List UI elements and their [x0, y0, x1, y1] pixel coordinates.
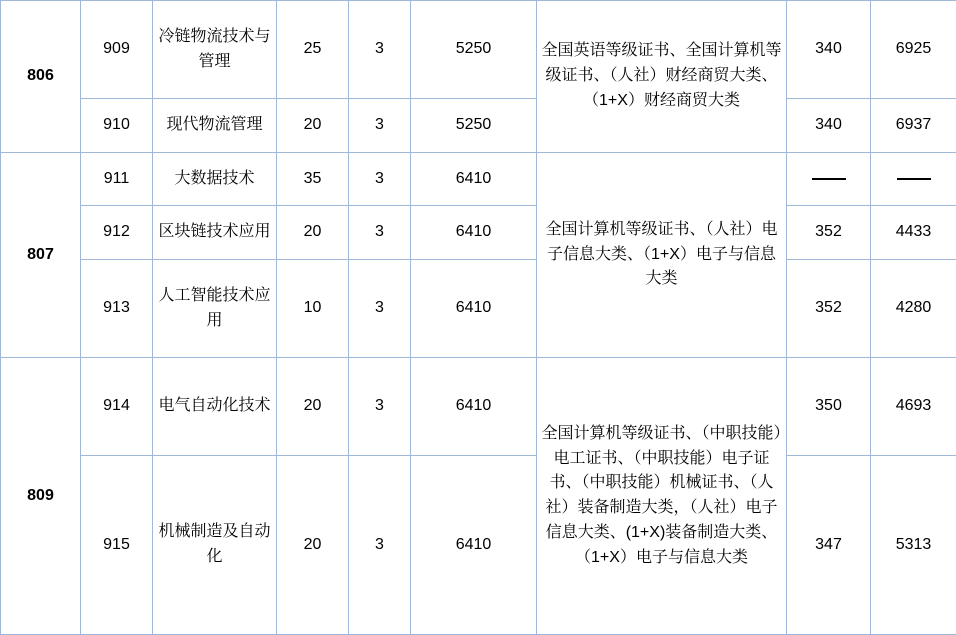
score-cell: 352 — [787, 260, 871, 358]
rank-cell: 6925 — [871, 1, 956, 99]
table-row — [1, 1, 956, 99]
table-row — [1, 206, 956, 260]
group-code-cell: 809 — [1, 358, 81, 635]
plan-count-cell: 20 — [277, 455, 349, 634]
tuition-fee-cell: 6410 — [411, 260, 537, 358]
major-name-cell: 机械制造及自动化 — [153, 455, 277, 634]
plan-count-cell: 20 — [277, 99, 349, 153]
major-code-cell: 915 — [81, 455, 153, 634]
table-row — [1, 358, 956, 456]
study-years-cell: 3 — [349, 1, 411, 99]
empty-dash-icon — [897, 178, 931, 180]
rank-cell: 4433 — [871, 206, 956, 260]
major-name-cell: 现代物流管理 — [153, 99, 277, 153]
rank-cell: 5313 — [871, 455, 956, 634]
plan-count-cell: 10 — [277, 260, 349, 358]
study-years-cell: 3 — [349, 455, 411, 634]
score-cell — [787, 152, 871, 206]
table-row — [1, 455, 956, 634]
empty-dash-icon — [812, 178, 846, 180]
study-years-cell: 3 — [349, 358, 411, 456]
major-code-cell: 914 — [81, 358, 153, 456]
score-cell: 350 — [787, 358, 871, 456]
major-code-cell: 909 — [81, 1, 153, 99]
major-code-cell: 910 — [81, 99, 153, 153]
major-name-cell: 冷链物流技术与管理 — [153, 1, 277, 99]
study-years-cell: 3 — [349, 99, 411, 153]
certificates-cell: 全国计算机等级证书、（中职技能）电工证书、（中职技能）电子证书、（中职技能）机械证书、（人社）装备制造大类，（人社）电子信息大类、(1+X)装备制造大类、（1+X）电子与信息大类 — [537, 358, 787, 635]
certificates-cell: 全国英语等级证书、全国计算机等级证书、（人社）财经商贸大类、（1+X）财经商贸大类 — [537, 1, 787, 153]
study-years-cell: 3 — [349, 206, 411, 260]
major-name-cell: 大数据技术 — [153, 152, 277, 206]
major-name-cell: 人工智能技术应用 — [153, 260, 277, 358]
table-row — [1, 152, 956, 206]
tuition-fee-cell: 6410 — [411, 358, 537, 456]
rank-cell: 6937 — [871, 99, 956, 153]
tuition-fee-cell: 6410 — [411, 152, 537, 206]
plan-count-cell: 20 — [277, 206, 349, 260]
tuition-fee-cell: 5250 — [411, 99, 537, 153]
major-code-cell: 911 — [81, 152, 153, 206]
table-row — [1, 260, 956, 358]
score-cell: 340 — [787, 99, 871, 153]
study-years-cell: 3 — [349, 152, 411, 206]
group-code-cell: 806 — [1, 1, 81, 153]
table-row — [1, 99, 956, 153]
rank-cell — [871, 152, 956, 206]
tuition-fee-cell: 6410 — [411, 206, 537, 260]
plan-count-cell: 25 — [277, 1, 349, 99]
major-code-cell: 912 — [81, 206, 153, 260]
study-years-cell: 3 — [349, 260, 411, 358]
plan-count-cell: 35 — [277, 152, 349, 206]
plan-count-cell: 20 — [277, 358, 349, 456]
score-cell: 352 — [787, 206, 871, 260]
score-cell: 347 — [787, 455, 871, 634]
major-code-cell: 913 — [81, 260, 153, 358]
tuition-fee-cell: 6410 — [411, 455, 537, 634]
tuition-fee-cell: 5250 — [411, 1, 537, 99]
group-code-cell: 807 — [1, 152, 81, 357]
score-cell: 340 — [787, 1, 871, 99]
major-name-cell: 区块链技术应用 — [153, 206, 277, 260]
rank-cell: 4280 — [871, 260, 956, 358]
major-name-cell: 电气自动化技术 — [153, 358, 277, 456]
certificates-cell: 全国计算机等级证书、（人社）电子信息大类、（1+X）电子与信息大类 — [537, 152, 787, 357]
rank-cell: 4693 — [871, 358, 956, 456]
